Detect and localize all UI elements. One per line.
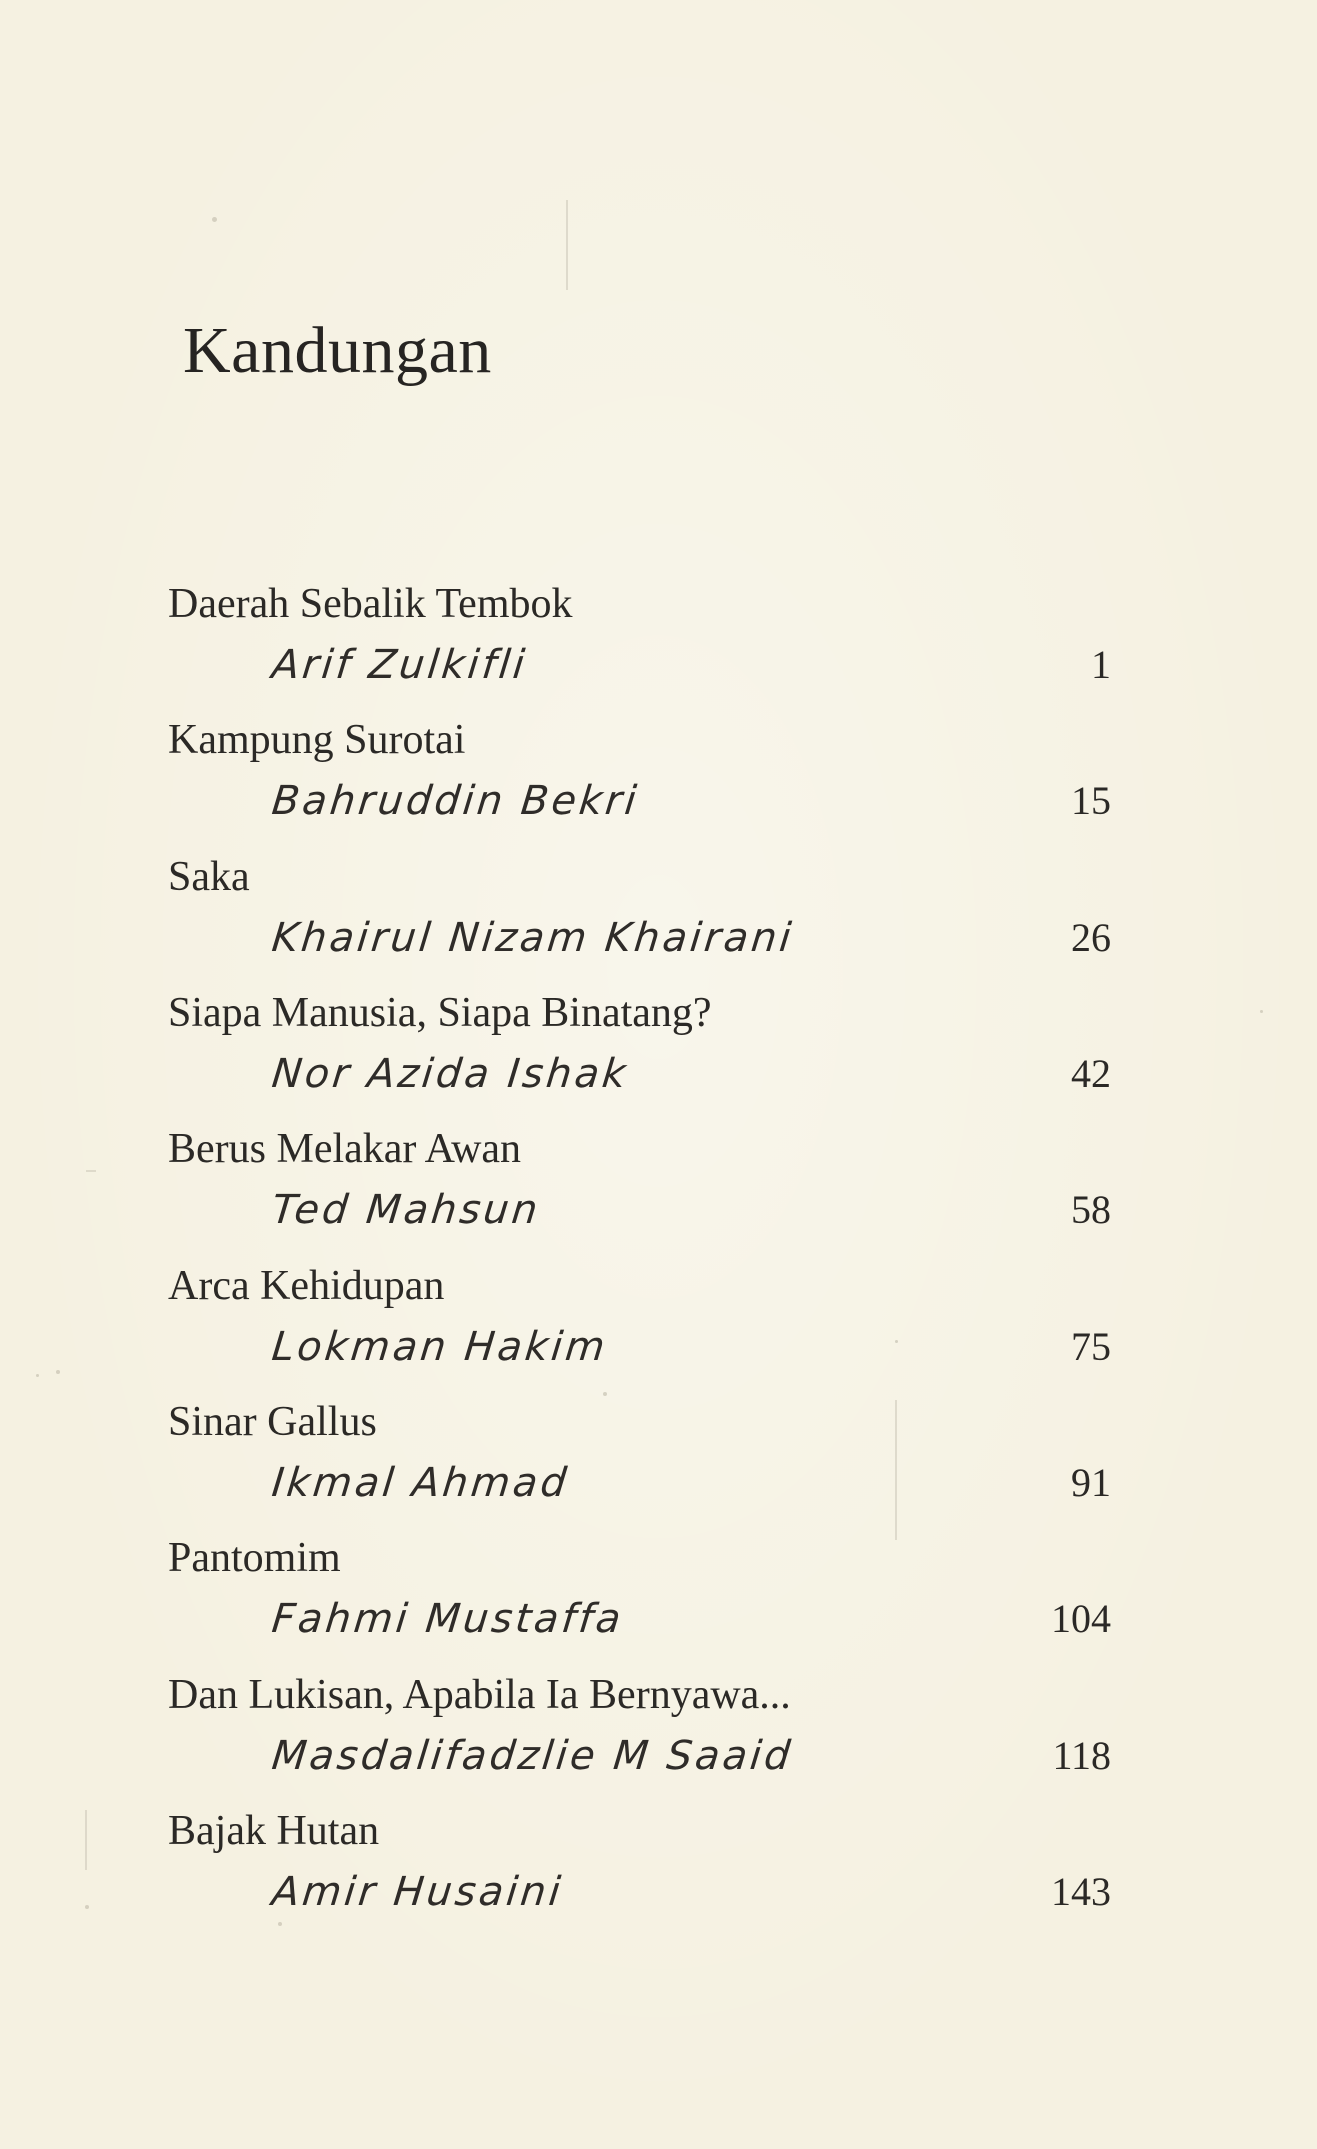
story-title: Saka [168, 854, 250, 900]
story-author: Ted Mahsun [269, 1187, 543, 1233]
story-title: Kampung Surotai [168, 717, 466, 763]
page-number: 91 [1071, 1460, 1111, 1505]
story-author: Masdalifadzlie M Saaid [269, 1733, 796, 1779]
story-author: Nor Azida Ishak [269, 1051, 631, 1097]
page-number: 58 [1071, 1187, 1111, 1232]
toc-entry [0, 1810, 1317, 1946]
toc-entry [0, 992, 1317, 1128]
toc-entry [0, 1401, 1317, 1537]
story-author: Bahruddin Bekri [269, 778, 642, 824]
story-title: Pantomim [168, 1535, 341, 1581]
page-number: 75 [1071, 1324, 1111, 1369]
page-number: 42 [1071, 1051, 1111, 1096]
toc-entry [0, 1265, 1317, 1401]
page-number: 1 [1091, 642, 1111, 687]
story-author: Fahmi Mustaffa [269, 1596, 626, 1642]
story-title: Arca Kehidupan [168, 1263, 445, 1309]
story-title: Sinar Gallus [168, 1399, 377, 1445]
page-number: 104 [1051, 1596, 1111, 1641]
story-title: Daerah Sebalik Tembok [168, 581, 573, 627]
story-author: Amir Husaini [269, 1869, 566, 1915]
story-title: Berus Melakar Awan [168, 1126, 522, 1172]
story-author: Khairul Nizam Khairani [269, 915, 797, 961]
toc-entry [0, 856, 1317, 992]
story-author: Ikmal Ahmad [269, 1460, 572, 1506]
toc-entry [0, 1128, 1317, 1264]
story-title: Dan Lukisan, Apabila Ia Bernyawa... [168, 1672, 791, 1718]
page-number: 118 [1052, 1733, 1111, 1778]
page-number: 143 [1051, 1869, 1111, 1914]
story-title: Siapa Manusia, Siapa Binatang? [168, 990, 712, 1036]
page-number: 26 [1071, 915, 1111, 960]
toc-entry [0, 1537, 1317, 1673]
story-title: Bajak Hutan [168, 1808, 380, 1854]
page-number: 15 [1071, 778, 1111, 823]
page-title: Kandungan [183, 314, 492, 387]
story-author: Lokman Hakim [269, 1324, 610, 1370]
toc-entry [0, 583, 1317, 719]
toc-entry [0, 1674, 1317, 1810]
story-author: Arif Zulkifli [269, 642, 530, 688]
toc-entry [0, 719, 1317, 855]
